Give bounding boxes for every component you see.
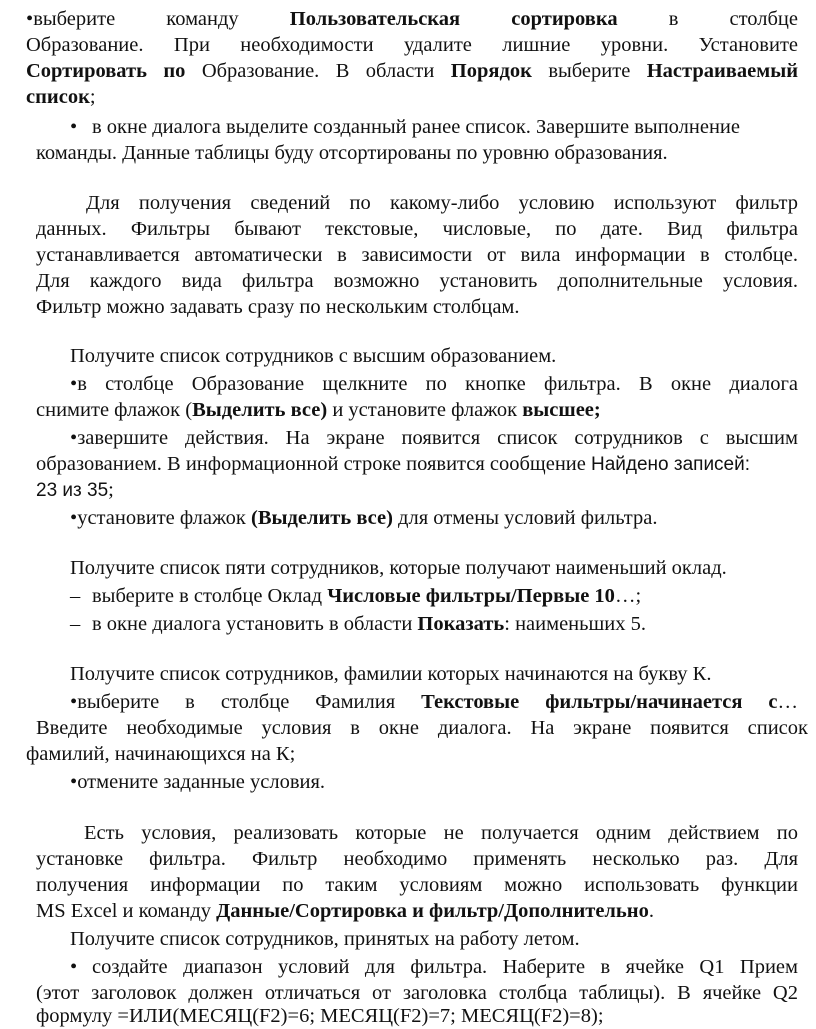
text-line: данных. Фильтры бывают текстовые, числовые, по дате. Вид фильтра <box>36 218 798 240</box>
text-line: Получите список сотрудников с высшим образованием. <box>70 345 557 367</box>
text-line: Для каждого вида фильтра возможно установить дополнительные условия. <box>36 270 798 292</box>
bullet: • <box>70 116 78 138</box>
text-line: устанавливается автоматически в зависимости от вила информации в столбце. <box>36 244 798 266</box>
bullet: • <box>26 8 34 30</box>
dash: – <box>70 613 81 635</box>
text-line: команды. Данные таблицы буду отсортированы по уровню образования. <box>36 142 668 164</box>
text-line: •выберите команду Пользовательская сортировка в столбце <box>26 8 798 30</box>
text-line: – в окне диалога установить в области Показать: наименьших 5. <box>70 613 647 635</box>
text-line: •завершите действия. На экране появится список сотрудников с высшим <box>70 427 798 449</box>
bullet: • <box>70 691 78 713</box>
dash: – <box>70 585 81 607</box>
text-line: Фильтр можно задавать сразу по нескольким столбцам. <box>36 296 520 318</box>
text-line: Получите список пяти сотрудников, которые получают наименьший оклад. <box>70 557 727 579</box>
bullet: • <box>70 771 78 793</box>
bullet: • <box>70 956 78 978</box>
text-line: 23 из 35; <box>36 479 114 501</box>
text-line: • создайте диапазон условий для фильтра. Наберите в ячейке Q1 Прием <box>70 956 798 978</box>
text-line: MS Excel и команду Данные/Сортировка и фильтр/Дополнительно. <box>36 900 654 922</box>
text-line: Получите список сотрудников, принятых на работу летом. <box>70 928 580 950</box>
text-line: установке фильтра. Фильтр необходимо применять несколько раз. Для <box>36 848 798 870</box>
text-line: фамилий, начинающихся на К; <box>26 743 296 765</box>
text-line: •выберите в столбце Фамилия Текстовые фильтры/начинается с… <box>70 691 799 713</box>
text-line: (этот заголовок должен отличаться от заголовка столбца таблицы). В ячейке Q2 <box>36 982 798 1004</box>
text-line: •в столбце Образование щелкните по кнопке фильтра. В окне диалога <box>70 373 798 395</box>
bullet: • <box>70 373 78 395</box>
text-line: •установите флажок (Выделить все) для отмены условий фильтра. <box>70 507 658 529</box>
bullet: • <box>70 507 78 529</box>
text-line: Получите список сотрудников, фамилии которых начинаются на букву К. <box>70 663 712 685</box>
text-line: •отмените заданные условия. <box>70 771 326 793</box>
text-line: Образование. При необходимости удалите лишние уровни. Установите <box>26 34 798 56</box>
text-line: снимите флажок (Выделить все) и установите флажок высшее; <box>36 399 601 421</box>
text-line: список; <box>26 86 96 108</box>
text-line: Сортировать по Образование. В области Порядок выберите Настраиваемый <box>26 60 799 82</box>
text-line: получения информации по таким условиям можно использовать функции <box>36 874 798 896</box>
text-line: – выберите в столбце Оклад Числовые фильтры/Первые 10…; <box>70 585 642 607</box>
text-line: формулу =ИЛИ(МЕСЯЦ(F2)=6; МЕСЯЦ(F2)=7; МЕСЯЦ(F2)=8); <box>36 1005 604 1027</box>
text-line: Введите необходимые условия в окне диалога. На экране появится список <box>36 717 808 739</box>
text-line: Для получения сведений по какому-либо условию используют фильтр <box>86 192 798 214</box>
bullet: • <box>70 427 78 449</box>
text-line: образованием. В информационной строке появится сообщение Найдено записей: <box>36 453 751 475</box>
text-line: Есть условия, реализовать которые не получается одним действием по <box>84 822 798 844</box>
text-line: • в окне диалога выделите созданный ранее список. Завершите выполнение <box>70 116 740 138</box>
